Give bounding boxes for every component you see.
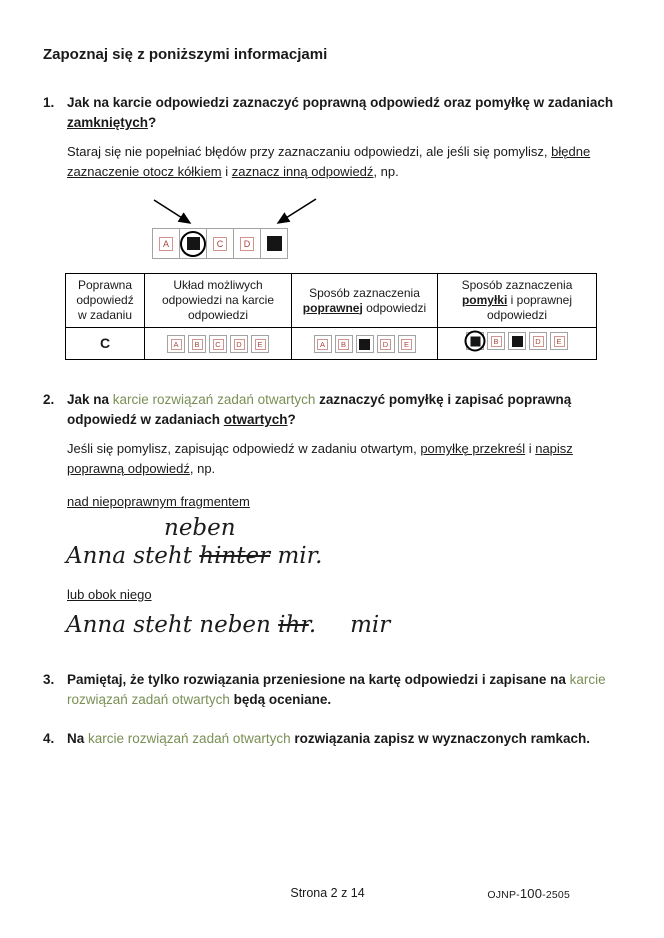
answer-box-d <box>377 335 395 353</box>
instruction-item-3 <box>43 670 620 710</box>
answer-box-d <box>529 332 547 350</box>
answer-box-a <box>314 335 332 353</box>
answer-letter-square: D <box>234 339 245 350</box>
label-above-fragment: nad niepoprawnym fragmentem <box>67 494 250 509</box>
handwritten-sentence: Anna steht hinter mir. <box>66 543 323 569</box>
answer-marking-example <box>152 228 292 259</box>
answer-box-a <box>466 332 484 350</box>
answer-letter-square: A <box>317 339 328 350</box>
label-beside-fragment: lub obok niego <box>67 587 152 602</box>
document-code: OJNP-100-2505 <box>487 886 570 901</box>
filled-answer-mark <box>512 336 523 347</box>
item-text <box>67 729 620 749</box>
handwriting-example-2 <box>66 611 620 639</box>
filled-answer-mark <box>267 236 282 251</box>
answer-box-a <box>152 228 180 259</box>
answer-letter-square: C <box>213 237 227 251</box>
answer-letter-square: C <box>213 339 224 350</box>
answer-box-e <box>260 228 288 259</box>
filled-answer-mark <box>187 237 200 250</box>
answer-box-b <box>335 335 353 353</box>
answer-box-d <box>233 228 261 259</box>
example-answer-strip <box>152 228 287 259</box>
mistake-marking-boxes <box>466 332 568 350</box>
handwritten-correction-above: neben <box>164 515 236 541</box>
filled-answer-mark <box>359 339 370 350</box>
instruction-item-1 <box>43 93 620 133</box>
paragraph-line: poprawną odpowiedź, np. <box>67 461 216 476</box>
item-heading <box>67 93 620 133</box>
answer-letter-square: B <box>192 339 203 350</box>
answer-letter-square: D <box>240 237 254 251</box>
header-correct-marking: Sposób zaznaczenia poprawnej odpowiedzi <box>292 274 438 328</box>
heading-line: zamkniętych? <box>67 115 157 130</box>
answer-box-c <box>209 335 227 353</box>
paragraph-line: zaznaczenie otocz kółkiem i zaznacz inną odpowiedź, np. <box>67 164 399 179</box>
handwritten-sentence: Anna steht neben ihr. mir <box>66 612 391 638</box>
answer-letter-square: A <box>171 339 182 350</box>
page-title: Zapoznaj się z poniższymi informacjami <box>43 46 328 63</box>
mistake-circle-icon <box>180 231 206 257</box>
paragraph-line: Jeśli się pomylisz, zapisując odpowiedź w zadaniu otwartym, pomyłkę przekreśl i napisz <box>67 441 573 456</box>
answer-box-b <box>179 228 207 259</box>
item-number: 1. <box>43 95 55 110</box>
filled-answer-mark <box>470 336 480 346</box>
instruction-item-2 <box>43 390 620 430</box>
answer-letter-square: D <box>533 336 544 347</box>
answer-box-c <box>508 332 526 350</box>
page-footer <box>0 886 664 902</box>
cell-mistake-marking <box>438 328 597 360</box>
item-heading <box>67 390 620 430</box>
answer-box-c <box>206 228 234 259</box>
answer-letter-square: A <box>159 237 173 251</box>
mistake-circle-icon <box>465 331 486 352</box>
answer-letter-square: B <box>338 339 349 350</box>
answer-letter-square: B <box>491 336 502 347</box>
item-line: Pamiętaj, że tylko rozwiązania przeniesione na kartę odpowiedzi i zapisane na karcie <box>67 672 606 687</box>
answer-box-e <box>550 332 568 350</box>
item-number: 2. <box>43 392 55 407</box>
table-example-row <box>66 328 597 360</box>
correct-answer-letter: C <box>99 334 111 351</box>
answer-letter-square: E <box>255 339 266 350</box>
correct-marking-boxes <box>314 335 416 353</box>
answer-layout-boxes <box>167 335 269 353</box>
answer-box-b <box>188 335 206 353</box>
page-number-label: Strona 2 z 14 <box>290 886 365 900</box>
answer-box-d <box>230 335 248 353</box>
item2-paragraph <box>67 439 620 479</box>
cell-answer-layout <box>145 328 292 360</box>
marking-rules-table <box>65 273 597 360</box>
answer-box-a <box>167 335 185 353</box>
handwriting-example-1 <box>66 514 620 570</box>
answer-box-e <box>398 335 416 353</box>
answer-box-e <box>251 335 269 353</box>
header-mistake-marking: Sposób zaznaczenia pomyłki i poprawnej odpowiedzi <box>438 274 597 328</box>
item1-paragraph <box>67 142 620 182</box>
cell-correct-answer <box>66 328 145 360</box>
correction-arrows-icon <box>140 197 460 228</box>
item-line: rozwiązań zadań otwartych będą oceniane. <box>67 692 332 707</box>
item-text <box>67 670 620 710</box>
paragraph-line: Staraj się nie popełniać błędów przy zaznaczaniu odpowiedzi, ale jeśli się pomylisz, błędne <box>67 144 591 159</box>
answer-letter-square: E <box>401 339 412 350</box>
answer-box-b <box>487 332 505 350</box>
heading-line: odpowiedź w zadaniach otwartych? <box>67 412 296 427</box>
header-correct-answer: Poprawna odpowiedź w zadaniu <box>66 274 145 328</box>
answer-box-c <box>356 335 374 353</box>
item-number: 4. <box>43 731 55 746</box>
answer-letter-square: E <box>554 336 565 347</box>
cell-correct-marking <box>292 328 438 360</box>
heading-line: Jak na karcie odpowiedzi zaznaczyć poprawną odpowiedź oraz pomyłkę w zadaniach <box>67 95 614 110</box>
instruction-item-4 <box>43 729 620 749</box>
item-number: 3. <box>43 672 55 687</box>
item-line: Na karcie rozwiązań zadań otwartych rozwiązania zapisz w wyznaczonych ramkach. <box>67 731 590 746</box>
heading-line: Jak na karcie rozwiązań zadań otwartych zaznaczyć pomyłkę i zapisać poprawną <box>67 392 572 407</box>
table-header-row <box>66 274 597 328</box>
answer-letter-square: D <box>380 339 391 350</box>
header-answer-layout: Układ możliwych odpowiedzi na karcie odpowiedzi <box>145 274 292 328</box>
